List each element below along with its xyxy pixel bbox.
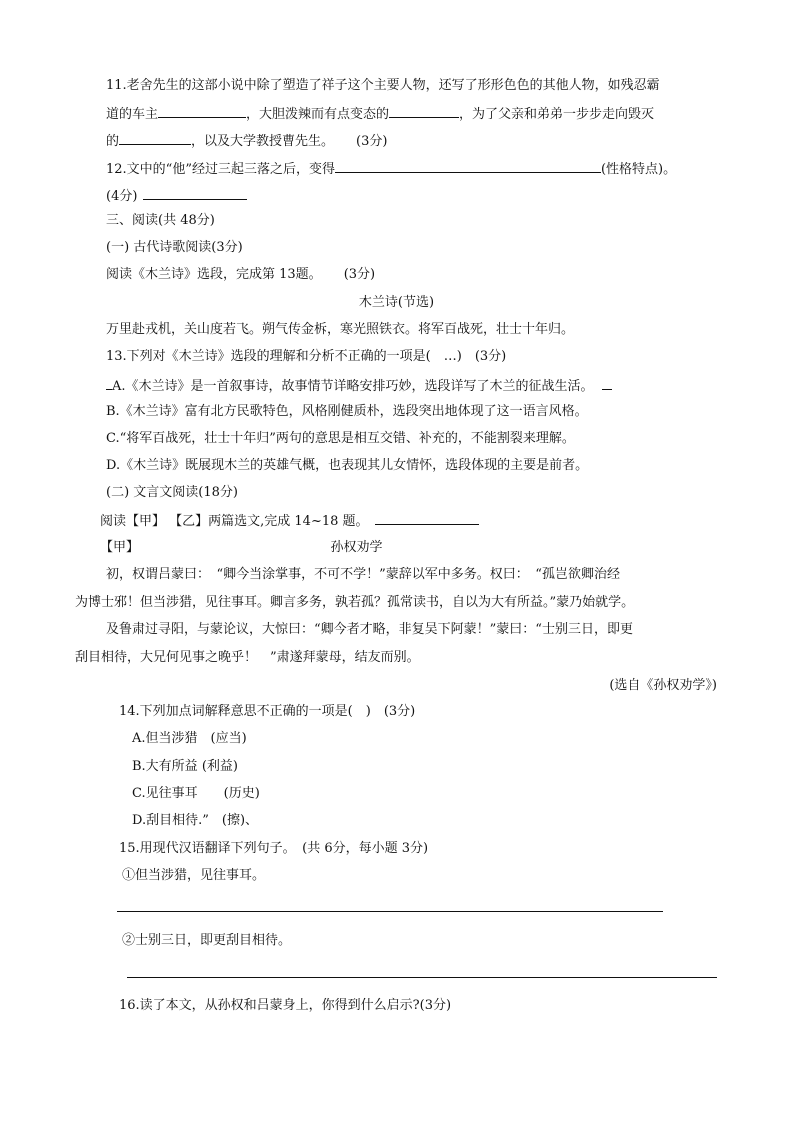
q11-line3 xyxy=(106,131,387,151)
q15-sentence-2: ②士别三日，即更刮目相待。 xyxy=(122,933,292,948)
q14-stem: 14.下列加点词解释意思不正确的一项是( ) (3分) xyxy=(119,704,416,719)
poem-intro-text: 阅读《木兰诗》选段，完成第 13题。 xyxy=(106,267,322,282)
passage-jia-p1-line2: 为博士邪！但当涉猎，见往事耳。卿言多务，孰若孤？孤常读书，自以为大有所益。”蒙乃始就学。 xyxy=(75,595,635,610)
q13-option-a-text: A.《木兰诗》是一首叙事诗，故事情节详略安排巧妙，选段详写了木兰的征战生活。 xyxy=(112,379,594,394)
q15-stem: 15.用现代汉语翻译下列句子。 (共 6分，每小题 3分) xyxy=(119,841,429,856)
q11-line1: 11.老舍先生的这部小说中除了塑造了祥子这个主要人物，还写了形形色色的其他人物，如残忍霸 xyxy=(106,78,660,93)
subsection-poetry: (一) 古代诗歌阅读(3分) xyxy=(106,240,243,255)
blank-classical-intro[interactable] xyxy=(375,511,479,525)
subsection-classical: (二) 文言文阅读(18分) xyxy=(106,485,238,500)
underline-mark xyxy=(602,376,612,390)
q11-text: ，为了父亲和弟弟一步步走向毁灭 xyxy=(459,107,655,122)
q11-score: (3分) xyxy=(356,134,388,149)
poem-intro xyxy=(106,266,375,284)
q11-text: ，大胆泼辣而有点变态的 xyxy=(246,107,390,122)
poem-text: 万里赴戎机，关山度若飞。朔气传金柝，寒光照铁衣。将军百战死，壮士十年归。 xyxy=(106,322,575,337)
q12-line2 xyxy=(106,186,247,206)
answer-line-2[interactable] xyxy=(127,977,717,978)
q11-line2 xyxy=(106,104,654,124)
blank-car-owner[interactable] xyxy=(158,104,246,118)
q11-text: 的 xyxy=(106,134,120,149)
q11-text: 道的车主 xyxy=(106,107,159,122)
q14-option-d[interactable]: D.刮目相待.” (擦)、 xyxy=(132,813,259,828)
passage-jia-p2-line2: 刮目相待，大兄何见事之晚乎！ ”肃遂拜蒙母，结友而别。 xyxy=(75,650,420,665)
blank-bold-character[interactable] xyxy=(389,104,459,118)
q12-line1 xyxy=(106,159,676,179)
q13-option-b[interactable]: B.《木兰诗》富有北方民歌特色，风格刚健质朴，选段突出地体现了这一语言风格。 xyxy=(106,404,588,419)
classical-intro xyxy=(100,511,479,531)
q14-option-b[interactable]: B.大有所益 (利益) xyxy=(132,759,238,774)
blank-personality[interactable] xyxy=(335,159,601,173)
passage-jia-p1-line1: 初，权谓吕蒙曰： “卿今当涂掌事，不可不学！”蒙辞以军中多务。权曰： “孤岂欲卿治经 xyxy=(106,567,620,582)
q14-option-a[interactable]: A.但当涉猎 (应当) xyxy=(132,731,247,746)
blank-q12-extra[interactable] xyxy=(143,186,247,200)
q15-sentence-1: ①但当涉猎，见往事耳。 xyxy=(122,868,266,883)
q13-stem: 13.下列对《木兰诗》选段的理解和分析不正确的一项是( …) (3分) xyxy=(106,349,507,364)
poem-title: 木兰诗(节选) xyxy=(358,295,435,310)
passage-jia-title: 孙权劝学 xyxy=(330,540,383,555)
q11-text: ，以及大学教授曹先生。 xyxy=(191,134,335,149)
passage-jia-label: 【甲】 xyxy=(100,540,140,555)
poem-intro-score: (3分) xyxy=(343,267,376,282)
blank-ruined-character[interactable] xyxy=(119,131,191,145)
q14-option-c[interactable]: C.见往事耳 (历史) xyxy=(132,786,260,801)
q13-option-a[interactable] xyxy=(106,376,612,396)
q12-suffix: (性格特点)。 xyxy=(600,162,677,177)
q12-score: (4分) xyxy=(106,189,138,204)
q13-option-c[interactable]: C.“将军百战死，壮士十年归”两句的意思是相互交错、补充的，不能割裂来理解。 xyxy=(106,431,575,446)
q13-option-d[interactable]: D.《木兰诗》既展现木兰的英雄气概，也表现其儿女情怀，选段体现的主要是前者。 xyxy=(106,458,589,473)
q12-stem: 12.文中的“他”经过三起三落之后，变得 xyxy=(106,162,335,177)
passage-jia-source: (选自《孙权劝学》) xyxy=(609,678,717,693)
q16-stem: 16.读了本文，从孙权和吕蒙身上，你得到什么启示?(3分) xyxy=(119,998,452,1013)
answer-line-1[interactable] xyxy=(117,911,663,912)
section-3-heading: 三、阅读(共 48分) xyxy=(106,213,215,228)
classical-intro-text: 阅读【甲】 【乙】两篇选文,完成 14~18 题。 xyxy=(100,514,369,529)
passage-jia-p2-line1: 及鲁肃过寻阳，与蒙论议，大惊曰：“卿今者才略，非复吴下阿蒙！”蒙曰：“士别三日，即更 xyxy=(106,622,633,637)
